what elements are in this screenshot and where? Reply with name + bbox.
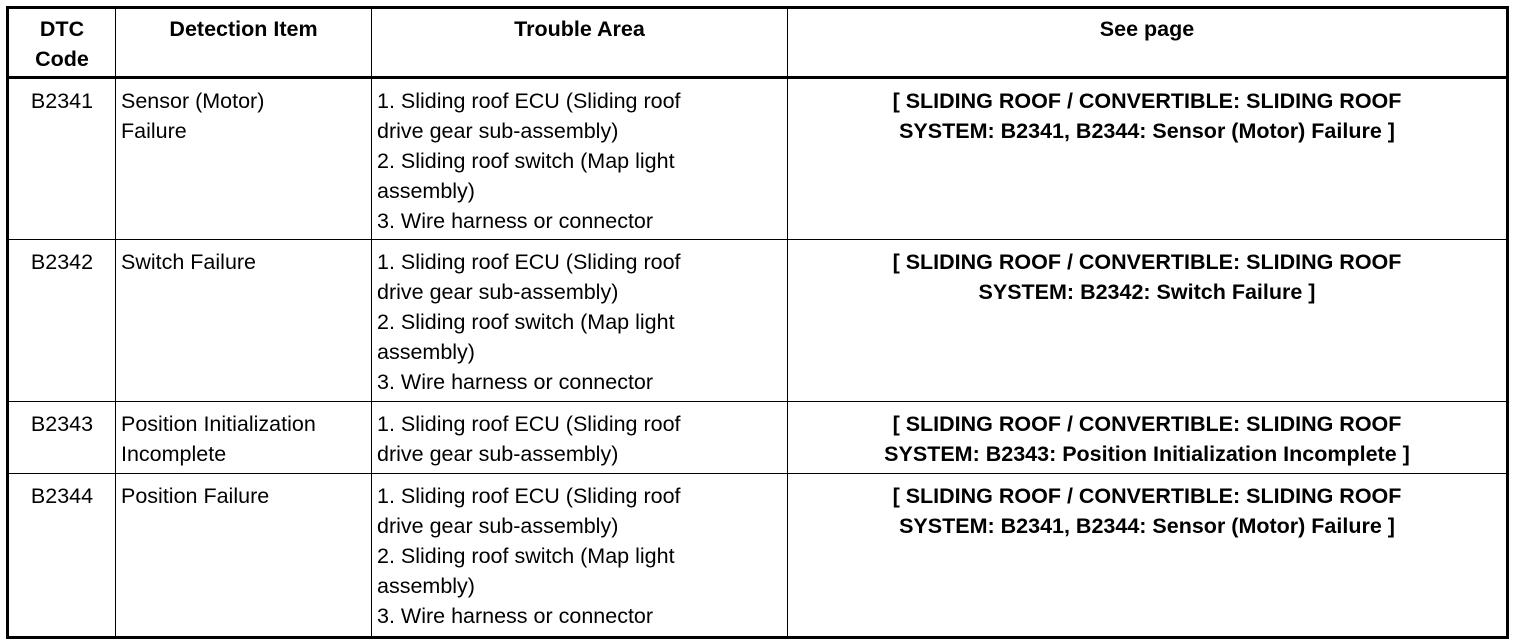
see-page-line: [ SLIDING ROOF / CONVERTIBLE: SLIDING ROOF [892, 412, 1402, 436]
header-row [8, 8, 1508, 78]
table-row [8, 474, 1508, 638]
trouble-area-line: 1. Sliding roof ECU (Sliding roof [377, 484, 681, 508]
see-page-link[interactable] [788, 474, 1508, 638]
see-page-link[interactable] [788, 402, 1508, 474]
header-detection-item: Detection Item [116, 8, 372, 78]
dtc-code-cell: B2343 [8, 402, 116, 474]
table-row [8, 402, 1508, 474]
trouble-area-line: 2. Sliding roof switch (Map light [377, 544, 675, 568]
see-page-line: [ SLIDING ROOF / CONVERTIBLE: SLIDING ROOF [892, 89, 1402, 113]
see-page-line: SYSTEM: B2343: Position Initialization Incomplete ] [884, 442, 1410, 466]
trouble-area-line: assembly) [377, 574, 475, 598]
trouble-area-cell [372, 240, 788, 402]
detection-item-cell [116, 78, 372, 240]
table-row [8, 78, 1508, 240]
see-page-line: SYSTEM: B2341, B2344: Sensor (Motor) Failure ] [899, 119, 1395, 143]
trouble-area-line: 1. Sliding roof ECU (Sliding roof [377, 412, 681, 436]
trouble-area-line: assembly) [377, 179, 475, 203]
table-body [8, 78, 1508, 638]
detection-item-line: Position Initialization [121, 412, 316, 436]
trouble-area-line: drive gear sub-assembly) [377, 442, 619, 466]
trouble-area-line: drive gear sub-assembly) [377, 280, 619, 304]
trouble-area-cell [372, 402, 788, 474]
trouble-area-line: 3. Wire harness or connector [377, 370, 654, 394]
table-header [8, 8, 1508, 78]
header-see-page: See page [788, 8, 1508, 78]
see-page-link[interactable] [788, 78, 1508, 240]
header-dtc-code-line2: Code [35, 47, 89, 71]
trouble-area-cell [372, 474, 788, 638]
see-page-line: SYSTEM: B2342: Switch Failure ] [978, 280, 1316, 304]
trouble-area-line: 1. Sliding roof ECU (Sliding roof [377, 250, 681, 274]
trouble-area-line: 2. Sliding roof switch (Map light [377, 310, 675, 334]
trouble-area-line: 3. Wire harness or connector [377, 604, 654, 628]
see-page-line: [ SLIDING ROOF / CONVERTIBLE: SLIDING ROOF [892, 484, 1402, 508]
trouble-area-line: drive gear sub-assembly) [377, 514, 619, 538]
detection-item-line: Sensor (Motor) [121, 89, 265, 113]
header-dtc-code-line1: DTC [39, 17, 85, 41]
trouble-area-cell [372, 78, 788, 240]
detection-item-cell [116, 474, 372, 638]
header-trouble-area: Trouble Area [372, 8, 788, 78]
see-page-link[interactable] [788, 240, 1508, 402]
detection-item-cell [116, 402, 372, 474]
trouble-area-line: assembly) [377, 340, 475, 364]
trouble-area-line: 2. Sliding roof switch (Map light [377, 149, 675, 173]
detection-item-line: Switch Failure [121, 250, 257, 274]
detection-item-line: Position Failure [121, 484, 270, 508]
see-page-line: SYSTEM: B2341, B2344: Sensor (Motor) Failure ] [899, 514, 1395, 538]
trouble-area-line: drive gear sub-assembly) [377, 119, 619, 143]
dtc-code-cell: B2341 [8, 78, 116, 240]
dtc-code-cell: B2344 [8, 474, 116, 638]
see-page-line: [ SLIDING ROOF / CONVERTIBLE: SLIDING ROOF [892, 250, 1402, 274]
header-dtc-code [8, 8, 116, 78]
dtc-table [6, 6, 1509, 639]
trouble-area-line: 3. Wire harness or connector [377, 209, 654, 233]
table-row [8, 240, 1508, 402]
trouble-area-line: 1. Sliding roof ECU (Sliding roof [377, 89, 681, 113]
dtc-code-cell: B2342 [8, 240, 116, 402]
detection-item-line: Incomplete [121, 442, 227, 466]
detection-item-cell [116, 240, 372, 402]
detection-item-line: Failure [121, 119, 187, 143]
